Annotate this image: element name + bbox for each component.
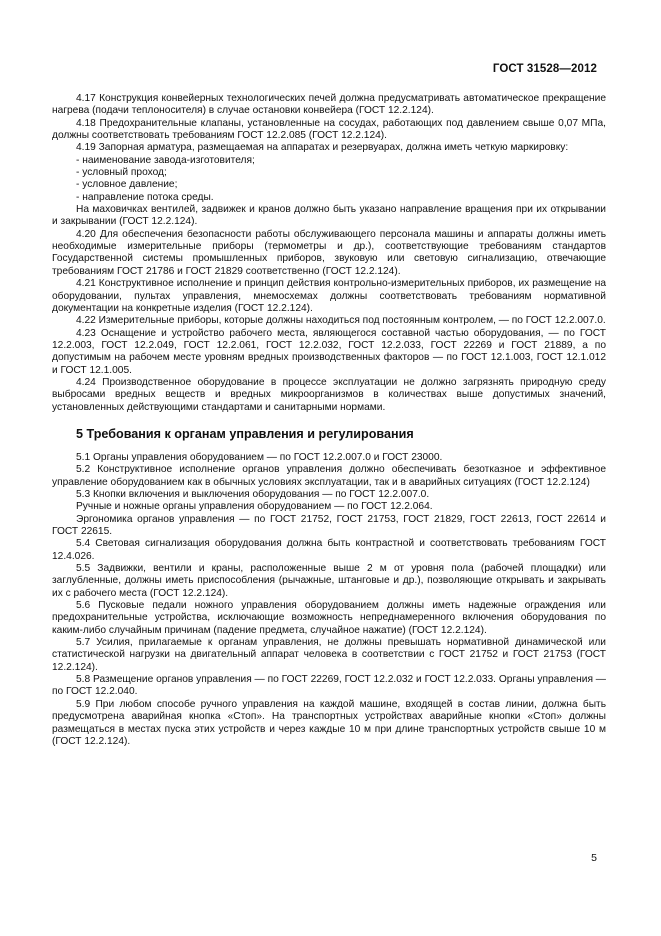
paragraph: 4.18 Предохранительные клапаны, установленные на сосудах, работающих под давлением свыше 0,07 МПа, должны соответствовать требованиям ГОСТ 12.2.085 (ГОСТ 12.2.124). [52, 117, 606, 142]
section-5-heading: 5 Требования к органам управления и регулирования [76, 426, 414, 441]
paragraph: 4.23 Оснащение и устройство рабочего места, являющегося составной частью оборудования, — по ГОСТ 12.2.003, ГОСТ 12.2.049, ГОСТ 12.2.061, ГОСТ 12.2.032, ГОСТ 12.2.033, ГОСТ 22269 и ГОСТ 21889, а по допустимым на рабочем месте уровням вредных производственных факторов — по ГОСТ 12.1.003, ГОСТ 12.1.012 и ГОСТ 12.1.005. [52, 327, 606, 376]
paragraph: 5.7 Усилия, прилагаемые к органам управления, не должны превышать нормативной динамической или статистической нагрузки на двигательный аппарат человека в соответствии с ГОСТ 21752 и ГОСТ 21753 (ГОСТ 12.2.124). [52, 637, 606, 673]
section-4-body [52, 93, 606, 414]
list-item: - условное давление; [76, 179, 178, 191]
paragraph: 4.21 Конструктивное исполнение и принцип действия контрольно-измерительных приборов, их размещение на оборудовании, пультах управления, мнемосхемах должны соответствовать требованиям нормативной документации на конкретные изделия (ГОСТ 12.2.124). [52, 278, 606, 314]
paragraph: 5.9 При любом способе ручного управления на каждой машине, входящей в состав линии, должна быть предусмотрена аварийная кнопка «Стоп». На транспортных устройствах аварийные кнопки «Стоп» должны размещаться в местах пуска этих устройств и через каждые 10 м при длине транспортных устройств свыше 10 м (ГОСТ 12.2.124). [52, 698, 606, 747]
section-5-body [52, 452, 606, 748]
paragraph: 5.3 Кнопки включения и выключения оборудования — по ГОСТ 12.2.007.0. [76, 488, 430, 500]
paragraph: 4.19 Запорная арматура, размещаемая на аппаратах и резервуарах, должна иметь четкую маркировку: [76, 142, 569, 154]
paragraph: 5.5 Задвижки, вентили и краны, расположенные выше 2 м от уровня пола (рабочей площадки) или заглубленные, должны иметь приспособления (рычажные, штанговые и др.), позволяющие открывать и закрывать их с рабочего места (ГОСТ 12.2.124). [52, 563, 606, 599]
paragraph: 4.20 Для обеспечения безопасности работы обслуживающего персонала машины и аппараты должны иметь необходимые измерительные приборы (термометры и др.), соответствующие требованиям стандартов Государственной системы промышленных приборов, звуковую или световую сигнализацию, отвечающие требованиям ГОСТ 21786 и ГОСТ 21829 соответственно (ГОСТ 12.2.124). [52, 228, 606, 277]
paragraph: 5.2 Конструктивное исполнение органов управления должно обеспечивать безотказное и эффективное управление оборудованием как в обычных условиях эксплуатации, так и в аварийных ситуациях (ГОСТ 12.2.124) [52, 464, 606, 488]
paragraph: 4.22 Измерительные приборы, которые должны находиться под постоянным контролем, — по ГОСТ 12.2.007.0. [76, 315, 606, 327]
paragraph: 4.24 Производственное оборудование в процессе эксплуатации не должно загрязнять природную среду выбросами вредных веществ и вредных микроорганизмов в количествах выше допустимых значений, установленных действующими стандартами и санитарными нормами. [52, 376, 606, 413]
standard-header: ГОСТ 31528—2012 [492, 63, 597, 75]
paragraph: 5.6 Пусковые педали ножного управления оборудованием должны иметь надежные ограждения или предохранительные устройства, исключающие возможность непреднамеренного включения оборудования по каким-либо случайным причинам (падение предмета, случайное нажатие) (ГОСТ 12.2.124). [52, 600, 606, 636]
list-item: - наименование завода-изготовителя; [76, 154, 255, 166]
paragraph: 5.8 Размещение органов управления — по ГОСТ 22269, ГОСТ 12.2.032 и ГОСТ 12.2.033. Органы управления — по ГОСТ 12.2.040. [52, 674, 606, 698]
paragraph: Эргономика органов управления — по ГОСТ 21752, ГОСТ 21753, ГОСТ 21829, ГОСТ 22613, ГОСТ 22614 и ГОСТ 22615. [52, 513, 606, 537]
list-item: - условный проход; [76, 167, 167, 179]
paragraph: 5.4 Световая сигнализация оборудования должна быть контрастной и соответствовать требованиям ГОСТ 12.4.026. [52, 538, 606, 562]
paragraph: Ручные и ножные органы управления оборудованием — по ГОСТ 12.2.064. [76, 501, 433, 513]
paragraph: 5.1 Органы управления оборудованием — по ГОСТ 12.2.007.0 и ГОСТ 23000. [76, 451, 443, 463]
list-item: - направление потока среды. [76, 191, 214, 203]
paragraph: 4.17 Конструкция конвейерных технологических печей должна предусматривать автоматическое прекращение нагрева (подачи теплоносителя) в случае остановки конвейера (ГОСТ 12.2.124). [52, 93, 606, 117]
page-content [52, 93, 606, 748]
paragraph: На маховичках вентилей, задвижек и кранов должно быть указано направление вращения при их открывании и закрывании (ГОСТ 12.2.124). [52, 204, 606, 228]
page-number: 5 [591, 852, 597, 864]
